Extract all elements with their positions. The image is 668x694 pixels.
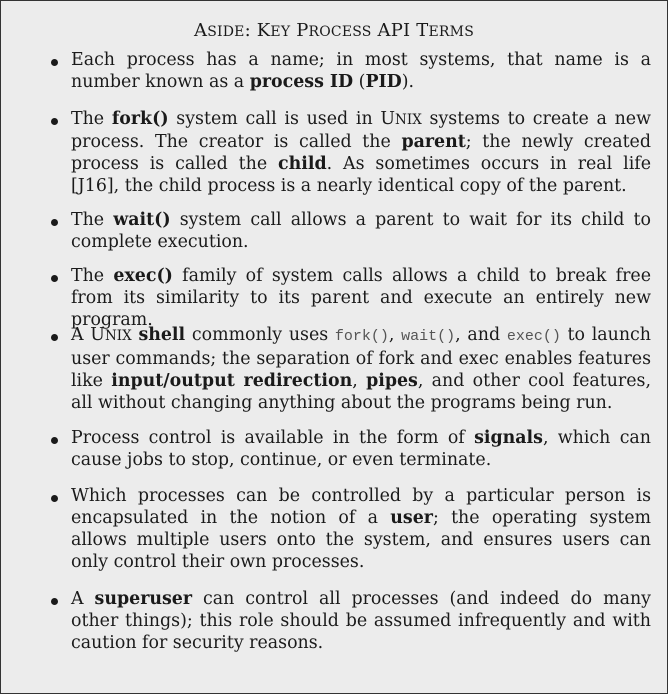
item-text: Which processes can be controlled by a particular person is encapsulated in the notion of a user; the operating system allows multiple users onto the system, and ensures users can only control their own processes. <box>71 486 652 572</box>
aside-title <box>1 20 667 43</box>
bullet-icon <box>51 275 58 282</box>
item-text: A UNIX shell commonly uses fork(), wait(), and exec() to launch user commands; the separation of fork and exec enables features like input/output redirection, pipes, and other cool features, all without changing anything about the programs being run. <box>71 325 651 413</box>
item-text: Process control is available in the form of signals, which can cause jobs to stop, continue, or even terminate. <box>71 428 652 470</box>
bullet-icon <box>51 598 58 605</box>
bullet-icon <box>51 495 58 502</box>
item-text: A superuser can control all processes (and indeed do many other things); this role should be assumed infrequently and with caution for security reasons. <box>71 589 651 653</box>
item-text: The fork() system call is used in UNIX systems to create a new process. The creator is called the parent; the newly created process is called the child. As sometimes occurs in real life [J16], the child process is a nearly identical copy of the parent. <box>71 109 651 196</box>
title-part: EY <box>270 24 291 40</box>
item-text: Each process has a name; in most systems, that name is a number known as a process ID (PID). <box>71 50 651 92</box>
bullet-icon <box>51 118 58 125</box>
item-text: The exec() family of system calls allows a child to break free from its similarity to its parent and execute an entirely new program. <box>71 266 651 330</box>
title-part: SIDE <box>207 24 245 40</box>
bullet-icon <box>51 59 58 66</box>
title-part: API <box>371 20 417 41</box>
bullet-icon <box>51 219 58 226</box>
title-part: A <box>193 20 208 41</box>
title-part: P <box>296 20 309 41</box>
title-part: T <box>416 20 429 41</box>
bullet-icon <box>51 437 58 444</box>
title-part: K <box>256 20 271 41</box>
title-part: ERMS <box>428 24 474 40</box>
title-part: : <box>244 20 257 41</box>
title-part: ROCESS <box>308 24 372 40</box>
item-text: The wait() system call allows a parent to wait for its child to complete execution. <box>71 210 651 252</box>
bullet-icon <box>51 334 58 341</box>
